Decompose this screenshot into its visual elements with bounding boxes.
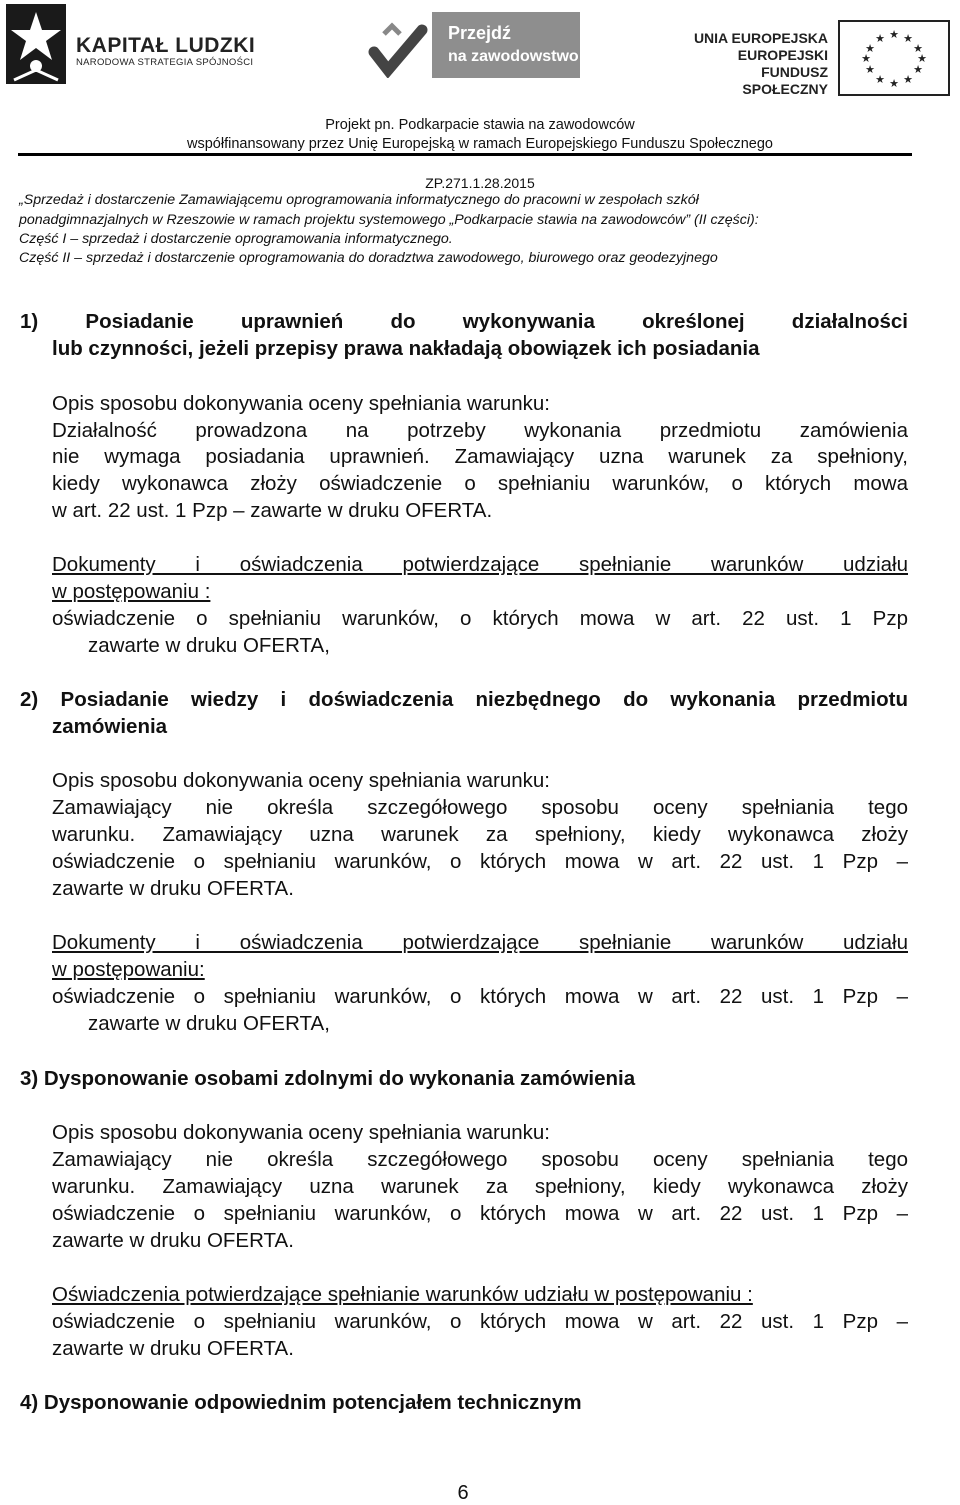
svg-text:★: ★ [917, 52, 927, 65]
section2-desc: zawarte w druku OFERTA. [52, 877, 294, 900]
checkmark-icon [368, 22, 428, 78]
header-divider [18, 153, 912, 156]
svg-text:★: ★ [889, 77, 899, 90]
svg-text:★: ★ [875, 73, 885, 86]
section1-docs-item: oświadczenie o spełnianiu warunków, o których mowa w art. 22 ust. 1 Pzp [52, 607, 908, 630]
section3-desc: warunku. Zamawiający uzna warunek za spełniony, kiedy wykonawca złoży [52, 1175, 908, 1198]
section2-desc: oświadczenie o spełnianiu warunków, o których mowa w art. 22 ust. 1 Pzp – [52, 850, 908, 873]
przejdz-line2: na zawodowstwo [448, 48, 579, 65]
eu-line2: EUROPEJSKI [737, 47, 828, 63]
section1-docs-label-cont: w postępowaniu : [52, 580, 211, 603]
section3-heading: 3) Dysponowanie osobami zdolnymi do wykonania zamówienia [20, 1067, 636, 1090]
section2-docs-item-cont: zawarte w druku OFERTA, [88, 1012, 330, 1035]
section3-desc: zawarte w druku OFERTA. [52, 1229, 294, 1252]
section2-heading-cont: zamówienia [52, 715, 168, 738]
kapital-ludzki-title: KAPITAŁ LUDZKI [76, 34, 256, 57]
project-title: Projekt pn. Podkarpacie stawia na zawodowców [325, 117, 635, 133]
eu-line3: FUNDUSZ SPOŁECZNY [742, 64, 828, 97]
svg-text:★: ★ [865, 63, 875, 76]
eu-line1: UNIA EUROPEJSKA [693, 30, 828, 46]
section1-criteria-label: Opis sposobu dokonywania oceny spełniania warunku: [52, 392, 551, 415]
svg-text:★: ★ [889, 28, 899, 41]
svg-text:★: ★ [861, 52, 871, 65]
svg-text:★: ★ [865, 42, 875, 55]
section1-docs-item-cont: zawarte w druku OFERTA, [88, 634, 330, 657]
eu-stars-icon [838, 20, 950, 96]
kapital-ludzki-star-icon [6, 4, 66, 84]
section2-docs-item: oświadczenie o spełnianiu warunków, o których mowa w art. 22 ust. 1 Pzp – [52, 985, 908, 1008]
subject-line: Część I – sprzedaż i dostarczenie oprogramowania informatycznego. [19, 231, 453, 247]
eu-logo-text [680, 30, 828, 98]
przejdz-na-zawodowstwo-logo [368, 12, 583, 82]
project-cofinancing: współfinansowany przez Unię Europejską w ramach Europejskiego Funduszu Społecznego [187, 136, 773, 152]
section1-heading-cont: lub czynności, jeżeli przepisy prawa nakładają obowiązek ich posiadania [52, 337, 760, 360]
kapital-ludzki-logo [6, 4, 256, 84]
subject-line: Część II – sprzedaż i dostarczenie oprogramowania do doradztwa zawodowego, biurowego oraz geodezyjnego [19, 250, 718, 266]
case-number: ZP.271.1.28.2015 [425, 175, 535, 191]
svg-text:★: ★ [903, 32, 913, 45]
section1-desc: nie wymaga posiadania uprawnień. Zamawiający uzna warunek za spełniony, [52, 445, 908, 468]
eu-logo [680, 20, 955, 100]
section3-desc: oświadczenie o spełnianiu warunków, o których mowa w art. 22 ust. 1 Pzp – [52, 1202, 908, 1225]
svg-text:★: ★ [913, 42, 923, 55]
section3-desc: Zamawiający nie określa szczegółowego sposobu oceny spełniania tego [52, 1148, 908, 1171]
svg-text:★: ★ [913, 63, 923, 76]
subject-line: „Sprzedaż i dostarczenie Zamawiającemu oprogramowania informatycznego do pracowni w zespołach szkół [19, 192, 699, 208]
section2-docs-label-cont: w postępowaniu: [52, 958, 205, 981]
logo-gray-box [432, 12, 580, 78]
kapital-ludzki-subtitle: NARODOWA STRATEGIA SPÓJNOŚCI [76, 57, 254, 68]
svg-text:★: ★ [903, 73, 913, 86]
section3-docs-item-cont: zawarte w druku OFERTA. [52, 1337, 294, 1360]
section1-desc: w art. 22 ust. 1 Pzp – zawarte w druku OFERTA. [52, 499, 493, 522]
section3-docs-label: Oświadczenia potwierdzające spełnianie warunków udziału w postępowaniu : [52, 1283, 753, 1306]
subject-line: ponadgimnazjalnych w Rzeszowie w ramach projektu systemowego „Podkarpacie stawia na zawodowców” (II części): [19, 212, 759, 228]
section2-criteria-label: Opis sposobu dokonywania oceny spełniania warunku: [52, 769, 551, 792]
section1-docs-label: Dokumenty i oświadczenia potwierdzające spełnianie warunków udziału [52, 553, 908, 576]
section1-desc: kiedy wykonawca złoży oświadczenie o spełnianiu warunków, o których mowa [52, 472, 908, 495]
section1-heading: 1) Posiadanie uprawnień do wykonywania określonej działalności [20, 310, 908, 333]
section2-heading: 2) Posiadanie wiedzy i doświadczenia niezbędnego do wykonania przedmiotu [20, 688, 908, 711]
section4-heading: 4) Dysponowanie odpowiednim potencjałem technicznym [20, 1391, 582, 1414]
section2-desc: warunku. Zamawiający uzna warunek za spełniony, kiedy wykonawca złoży [52, 823, 908, 846]
page-number: 6 [457, 1482, 469, 1504]
section2-desc: Zamawiający nie określa szczegółowego sposobu oceny spełniania tego [52, 796, 908, 819]
section1-desc: Działalność prowadzona na potrzeby wykonania przedmiotu zamówienia [52, 419, 908, 442]
header-logos [0, 0, 960, 100]
section2-docs-label: Dokumenty i oświadczenia potwierdzające spełnianie warunków udziału [52, 931, 908, 954]
przejdz-line1: Przejdź [448, 23, 512, 43]
section3-docs-item: oświadczenie o spełnianiu warunków, o których mowa w art. 22 ust. 1 Pzp – [52, 1310, 908, 1333]
section3-criteria-label: Opis sposobu dokonywania oceny spełniania warunku: [52, 1121, 551, 1144]
svg-text:★: ★ [875, 32, 885, 45]
